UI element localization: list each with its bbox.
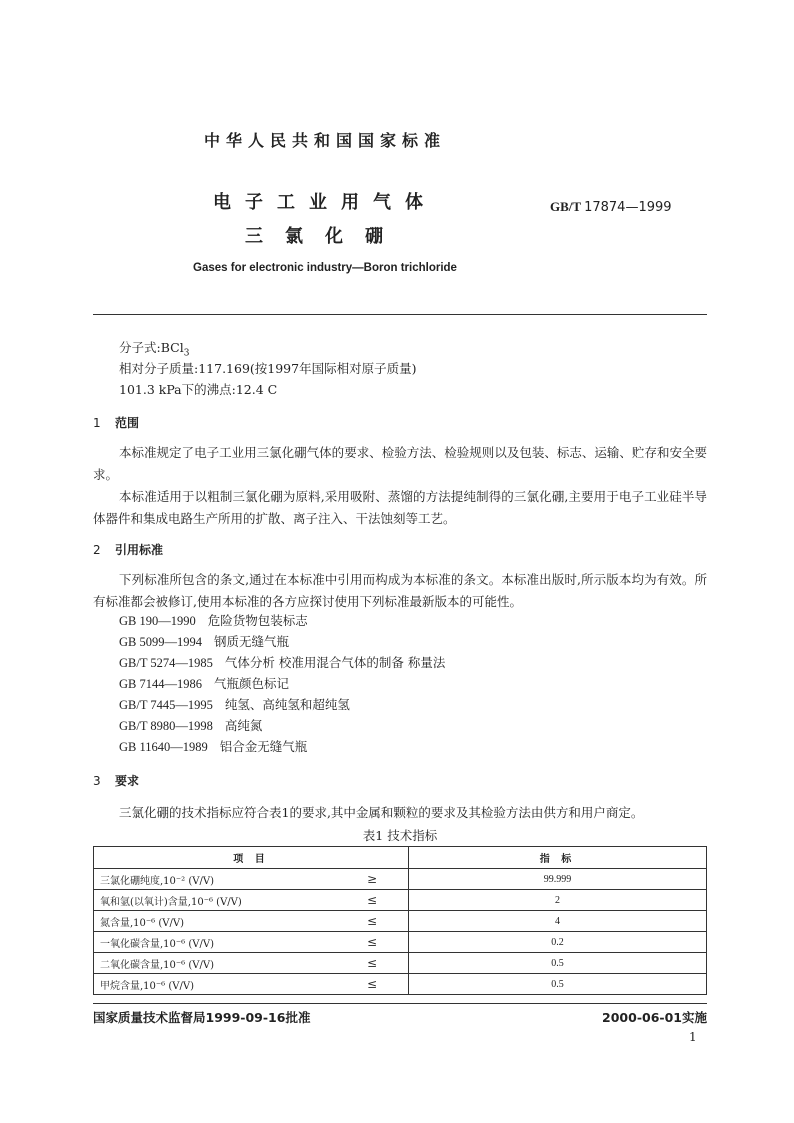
reference-title: 气体分析 校准用混合气体的制备 称量法 bbox=[224, 655, 446, 670]
section-2-paragraph: 下列标准所包含的条文,通过在本标准中引用而构成为本标准的条文。本标准出版时,所示版本均为有效。所有标准都会被修订,使用本标准的各方应探讨使用下列标准最新版本的可能性。 bbox=[93, 572, 707, 609]
reference-item bbox=[119, 695, 350, 713]
english-title: Gases for electronic industry—Boron trichloride bbox=[193, 262, 457, 274]
spec-operator: ≤ bbox=[336, 911, 409, 932]
section-title: 引用标准 bbox=[115, 543, 164, 557]
national-standard-heading: 中华人民共和国国家标准 bbox=[203, 131, 446, 150]
spec-operator: ≤ bbox=[336, 932, 409, 953]
spec-item: 二氧化碳含量,10⁻⁶ (V/V) bbox=[94, 953, 337, 974]
spec-value: 0.2 bbox=[409, 932, 707, 953]
reference-code: GB/T 7445—1995 bbox=[119, 698, 213, 712]
reference-item bbox=[119, 653, 445, 671]
spec-item: 氧和氩(以氧计)含量,10⁻⁶ (V/V) bbox=[94, 890, 337, 911]
table-row bbox=[94, 911, 707, 932]
spec-value: 0.5 bbox=[409, 974, 707, 995]
spec-value: 2 bbox=[409, 890, 707, 911]
reference-title: 纯氢、高纯氢和超纯氢 bbox=[224, 697, 350, 712]
reference-code: GB 5099—1994 bbox=[119, 635, 202, 649]
section-2-heading bbox=[93, 541, 163, 558]
reference-code: GB 11640—1989 bbox=[119, 740, 208, 754]
header-divider bbox=[93, 314, 707, 315]
standard-code-number: 17874—1999 bbox=[584, 200, 672, 215]
section-number: 1 bbox=[93, 416, 101, 430]
technical-spec-table bbox=[93, 846, 707, 995]
reference-title: 危险货物包装标志 bbox=[207, 613, 308, 628]
standard-code bbox=[550, 199, 672, 215]
footer-divider bbox=[93, 1003, 707, 1004]
section-title: 要求 bbox=[115, 774, 140, 788]
section-number: 3 bbox=[93, 774, 101, 788]
reference-code: GB/T 5274—1985 bbox=[119, 656, 213, 670]
section-3-paragraph: 三氯化硼的技术指标应符合表1的要求,其中金属和颗粒的要求及其检验方法由供方和用户商定。 bbox=[119, 805, 644, 820]
formula-label: 分子式:BCl bbox=[119, 340, 184, 355]
boiling-point: 101.3 kPa下的沸点:12.4 C bbox=[119, 382, 278, 397]
reference-code: GB/T 8980—1998 bbox=[119, 719, 213, 733]
section-1-heading bbox=[93, 414, 139, 431]
column-header-value: 指 标 bbox=[409, 847, 707, 869]
reference-code: GB 7144—1986 bbox=[119, 677, 202, 691]
spec-operator: ≤ bbox=[336, 974, 409, 995]
molar-mass: 相对分子质量:117.169(按1997年国际相对原子质量) bbox=[119, 361, 417, 376]
reference-title: 气瓶颜色标记 bbox=[214, 676, 290, 691]
reference-item bbox=[119, 611, 308, 629]
reference-title: 铝合金无缝气瓶 bbox=[219, 739, 308, 754]
reference-item bbox=[119, 632, 289, 650]
section-number: 2 bbox=[93, 543, 101, 557]
table-row bbox=[94, 953, 707, 974]
document-title-line2: 三氯化硼 bbox=[245, 226, 405, 247]
approval-date: 国家质量技术监督局1999-09-16批准 bbox=[93, 1010, 311, 1025]
page-number: 1 bbox=[689, 1030, 697, 1044]
implementation-date: 2000-06-01实施 bbox=[602, 1010, 707, 1025]
section-3-heading bbox=[93, 772, 139, 789]
reference-code: GB 190—1990 bbox=[119, 614, 196, 628]
spec-item: 氮含量,10⁻⁶ (V/V) bbox=[94, 911, 337, 932]
reference-title: 钢质无缝气瓶 bbox=[214, 634, 290, 649]
section-title: 范围 bbox=[115, 416, 140, 430]
section-1-paragraph-1: 本标准规定了电子工业用三氯化硼气体的要求、检验方法、检验规则以及包装、标志、运输、贮存和安全要求。 bbox=[93, 445, 707, 482]
table-row bbox=[94, 974, 707, 995]
section-1-paragraph-2: 本标准适用于以粗制三氯化硼为原料,采用吸附、蒸馏的方法提纯制得的三氯化硼,主要用于电子工业硅半导体器件和集成电路生产所用的扩散、离子注入、干法蚀刻等工艺。 bbox=[93, 489, 707, 526]
table-row bbox=[94, 869, 707, 890]
document-title-line1: 电子工业用气体 bbox=[213, 192, 437, 213]
reference-item bbox=[119, 716, 262, 734]
table-header-row bbox=[94, 847, 707, 869]
reference-item bbox=[119, 674, 289, 692]
spec-value: 0.5 bbox=[409, 953, 707, 974]
table-row bbox=[94, 932, 707, 953]
table-caption: 表1 技术指标 bbox=[362, 828, 438, 843]
formula-subscript: 3 bbox=[183, 348, 190, 359]
spec-item: 一氧化碳含量,10⁻⁶ (V/V) bbox=[94, 932, 337, 953]
table-row bbox=[94, 890, 707, 911]
reference-title: 高纯氮 bbox=[224, 718, 263, 733]
spec-operator: ≥ bbox=[336, 869, 409, 890]
standard-code-prefix: GB/T bbox=[550, 199, 581, 214]
spec-operator: ≤ bbox=[336, 953, 409, 974]
spec-value: 4 bbox=[409, 911, 707, 932]
spec-value: 99.999 bbox=[409, 869, 707, 890]
spec-operator: ≤ bbox=[336, 890, 409, 911]
spec-item: 三氯化硼纯度,10⁻² (V/V) bbox=[94, 869, 337, 890]
column-header-item: 项 目 bbox=[94, 847, 409, 869]
reference-item bbox=[119, 737, 307, 755]
spec-item: 甲烷含量,10⁻⁶ (V/V) bbox=[94, 974, 337, 995]
